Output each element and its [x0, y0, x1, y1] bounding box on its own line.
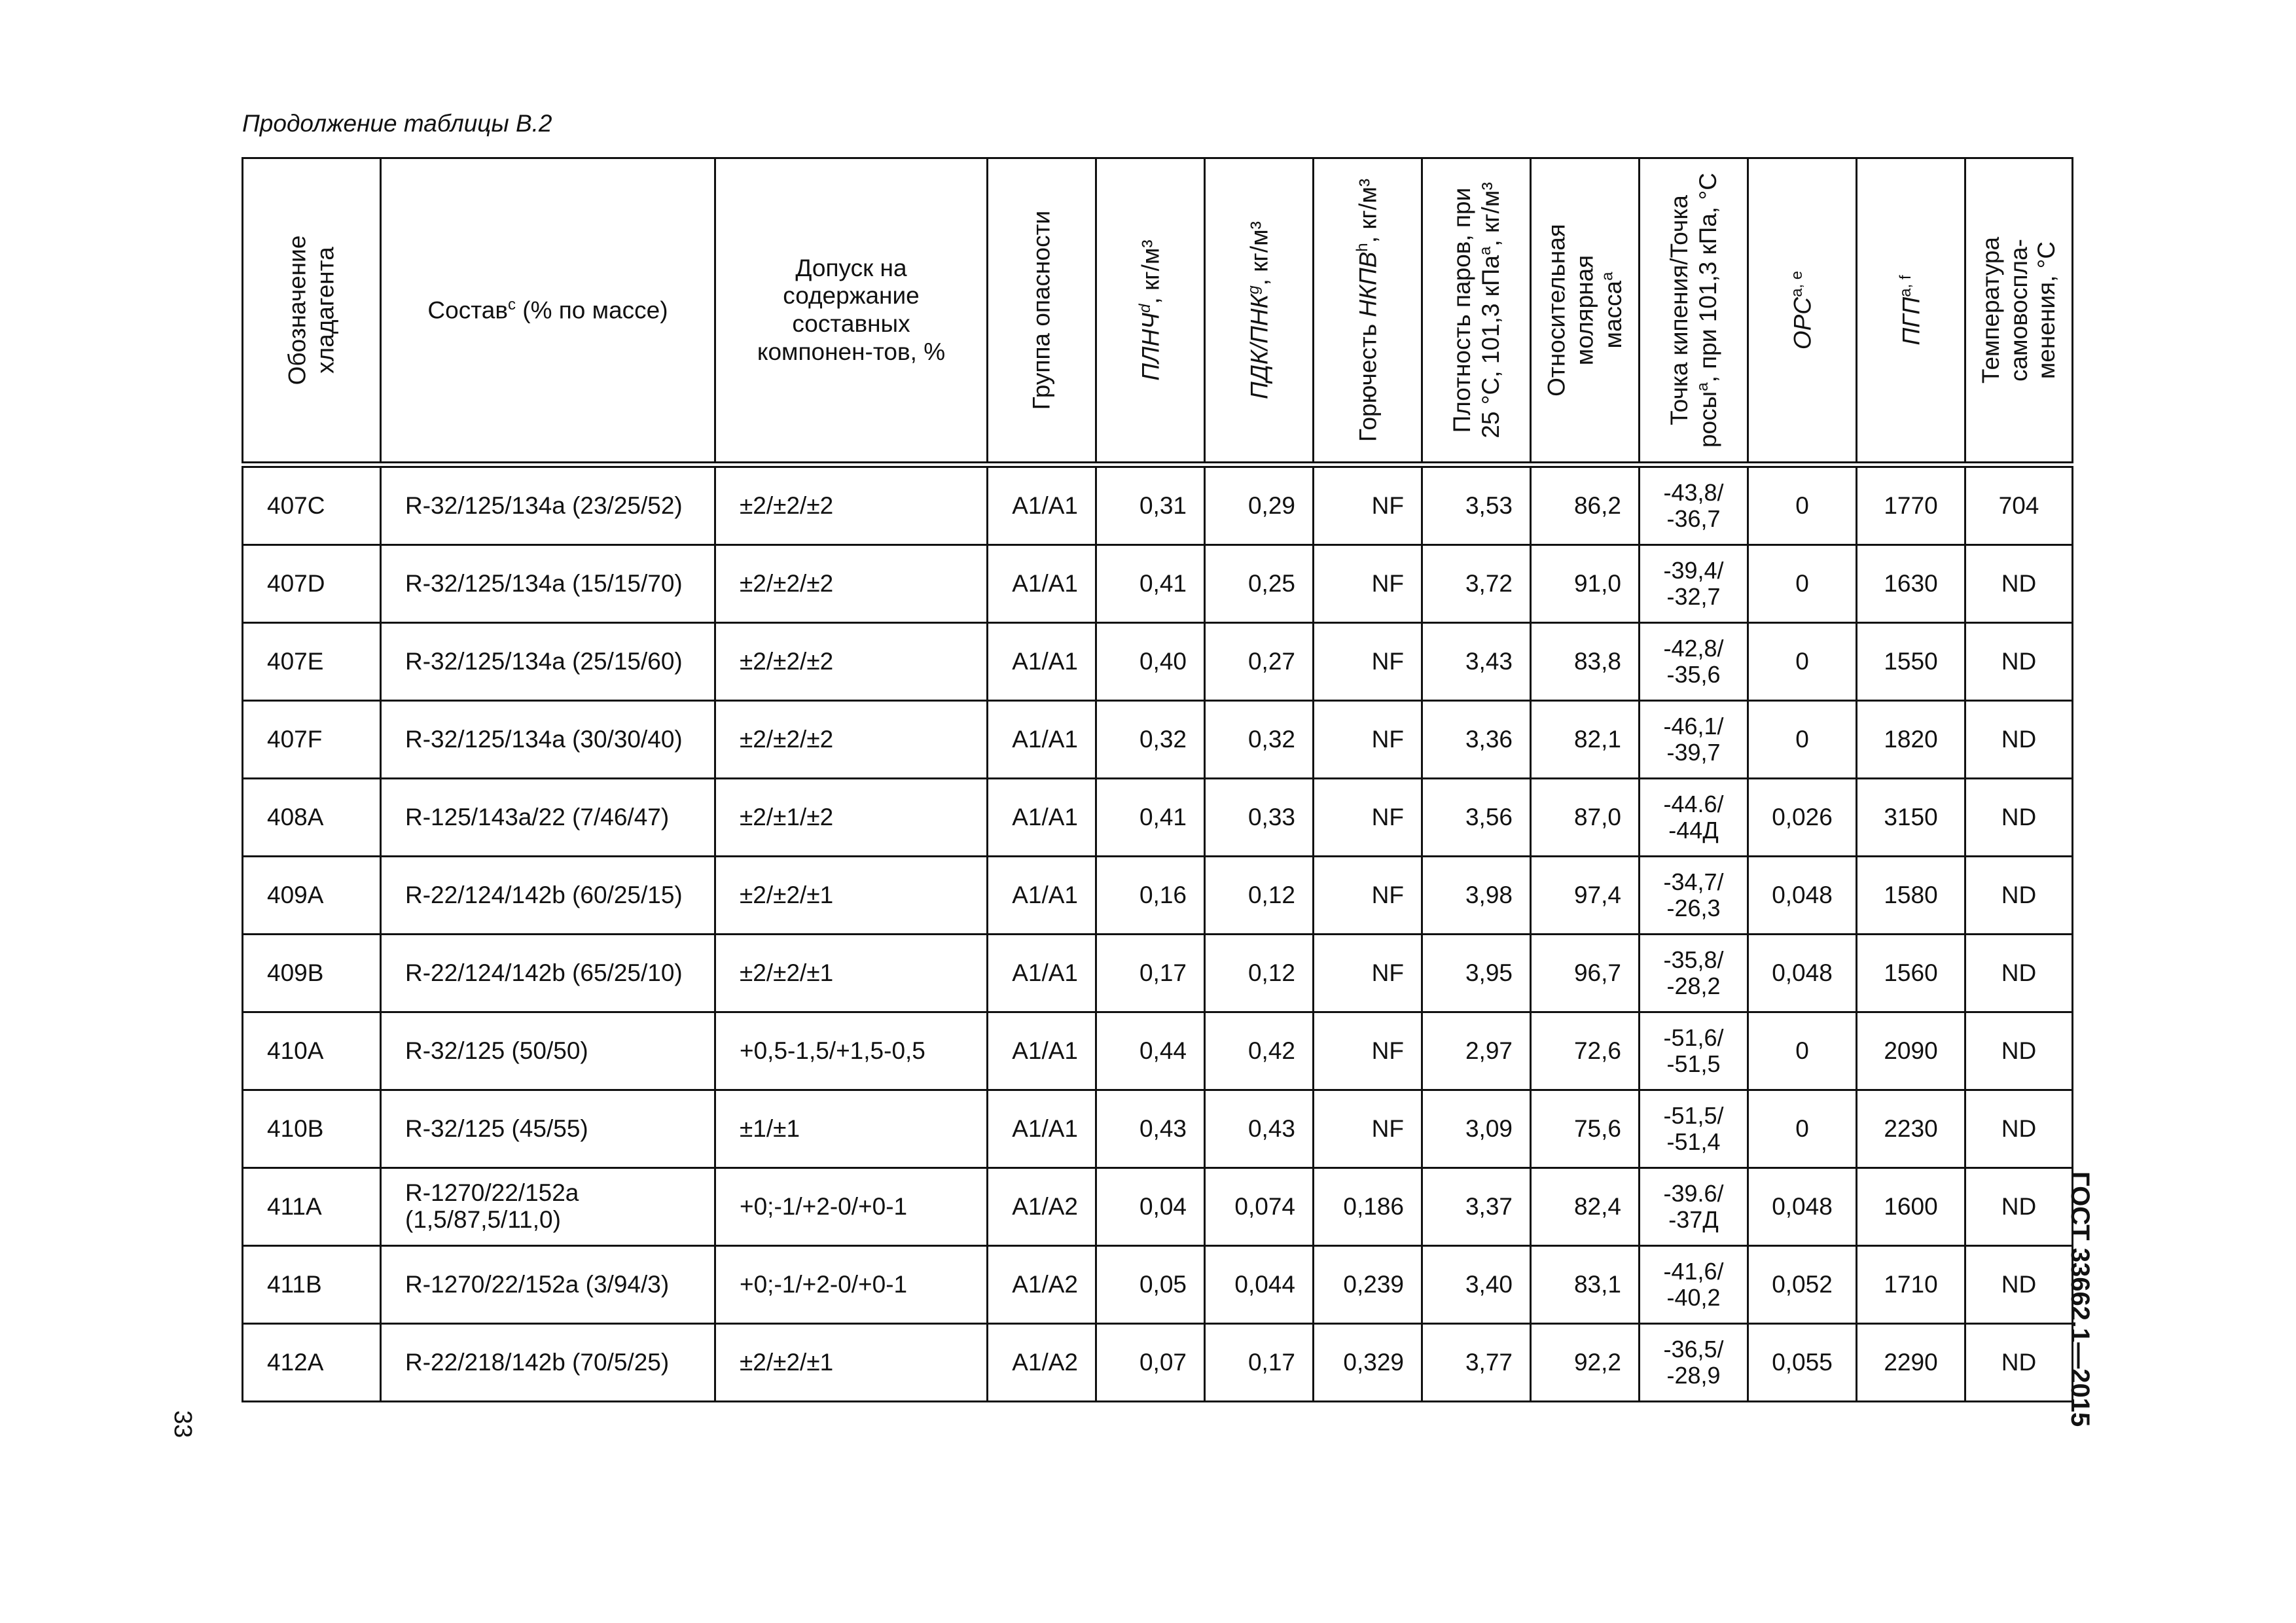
cell-practical-limit: 0,32 [1096, 701, 1205, 779]
table-row [243, 1012, 2073, 1090]
cell-odp: 0,048 [1748, 1168, 1857, 1246]
cell-designation: 409A [243, 857, 381, 935]
cell-vapor-density: 3,77 [1422, 1324, 1531, 1402]
cell-bp-line1: -43,8/ [1663, 479, 1724, 507]
cell-exposure-limit: 0,044 [1205, 1246, 1314, 1324]
cell-tolerance: ±2/±1/±2 [715, 779, 988, 857]
cell-molar-mass: 87,0 [1531, 779, 1640, 857]
cell-molar-mass: 92,2 [1531, 1324, 1640, 1402]
cell-bp-line2: -32,7 [1666, 583, 1721, 610]
cell-designation: 409B [243, 935, 381, 1012]
cell-vapor-density: 3,56 [1422, 779, 1531, 857]
cell-composition: R-22/218/142b (70/5/25) [381, 1324, 715, 1402]
cell-designation: 411B [243, 1246, 381, 1324]
header-vapor-line2a: 25 °С, 101,3 кПа [1477, 255, 1504, 438]
cell-autoignition: ND [1965, 1168, 2073, 1246]
cell-autoignition: ND [1965, 545, 2073, 623]
cell-molar-mass: 72,6 [1531, 1012, 1640, 1090]
cell-exposure-limit: 0,25 [1205, 545, 1314, 623]
header-lfl-abbr: НКПВ [1354, 251, 1381, 317]
cell-bp-line1: -36,5/ [1663, 1336, 1724, 1363]
cell-bp-line2: -28,2 [1666, 972, 1721, 999]
table-row [243, 701, 2073, 779]
header-lfl-prefix: Горючесть [1354, 317, 1381, 442]
cell-gwp: 1630 [1857, 545, 1965, 623]
header-bp-line2b: , при 101,3 кПа, °С [1694, 172, 1721, 383]
cell-gwp: 2090 [1857, 1012, 1965, 1090]
cell-gwp: 1710 [1857, 1246, 1965, 1324]
cell-gwp: 1560 [1857, 935, 1965, 1012]
cell-molar-mass: 83,1 [1531, 1246, 1640, 1324]
table-row [243, 857, 2073, 935]
cell-designation: 407C [243, 465, 381, 545]
cell-safety-group: A1/A1 [988, 1090, 1096, 1168]
cell-flammability: NF [1314, 465, 1422, 545]
cell-gwp: 2230 [1857, 1090, 1965, 1168]
header-molar-line2: масса [1599, 280, 1626, 349]
cell-flammability: NF [1314, 857, 1422, 935]
cell-boiling-point [1640, 701, 1748, 779]
header-vapor-line2b: , кг/м³ [1477, 182, 1504, 247]
cell-exposure-limit: 0,42 [1205, 1012, 1314, 1090]
cell-bp-line1: -42,8/ [1663, 635, 1724, 662]
cell-molar-mass: 86,2 [1531, 465, 1640, 545]
cell-bp-line1: -35,8/ [1663, 946, 1724, 974]
cell-exposure-limit: 0,12 [1205, 935, 1314, 1012]
cell-bp-line1: -39.6/ [1663, 1180, 1724, 1207]
cell-safety-group: A1/A1 [988, 545, 1096, 623]
cell-practical-limit: 0,31 [1096, 465, 1205, 545]
cell-composition [381, 1168, 715, 1246]
cell-safety-group: A1/A1 [988, 779, 1096, 857]
cell-boiling-point [1640, 623, 1748, 701]
cell-autoignition: ND [1965, 1012, 2073, 1090]
cell-practical-limit: 0,07 [1096, 1324, 1205, 1402]
cell-gwp: 2290 [1857, 1324, 1965, 1402]
cell-autoignition: ND [1965, 779, 2073, 857]
cell-exposure-limit: 0,43 [1205, 1090, 1314, 1168]
cell-molar-mass: 83,8 [1531, 623, 1640, 701]
cell-tolerance: ±2/±2/±2 [715, 701, 988, 779]
cell-bp-line2: -44Д [1668, 817, 1719, 844]
cell-autoignition: ND [1965, 623, 2073, 701]
cell-designation: 407E [243, 623, 381, 701]
cell-bp-line2: -51,4 [1666, 1128, 1721, 1155]
cell-vapor-density: 2,97 [1422, 1012, 1531, 1090]
cell-odp: 0,048 [1748, 935, 1857, 1012]
cell-gwp: 1600 [1857, 1168, 1965, 1246]
cell-vapor-density: 3,72 [1422, 545, 1531, 623]
header-composition-sup: c [507, 296, 516, 314]
cell-safety-group: A1/A2 [988, 1324, 1096, 1402]
cell-safety-group: A1/A1 [988, 623, 1096, 701]
cell-tolerance: +0;-1/+2-0/+0-1 [715, 1168, 988, 1246]
cell-safety-group: A1/A2 [988, 1168, 1096, 1246]
header-odl-abbr: ПДК/ПНК [1245, 294, 1272, 399]
header-pl-unit: , кг/м³ [1136, 240, 1164, 304]
cell-practical-limit: 0,41 [1096, 545, 1205, 623]
header-bp-line1: Точка кипения/Точка [1665, 195, 1693, 425]
cell-bp-line1: -44.6/ [1663, 791, 1724, 818]
cell-flammability: 0,329 [1314, 1324, 1422, 1402]
cell-flammability: NF [1314, 545, 1422, 623]
cell-vapor-density: 3,95 [1422, 935, 1531, 1012]
cell-vapor-density: 3,36 [1422, 701, 1531, 779]
cell-composition: R-32/125 (50/50) [381, 1012, 715, 1090]
cell-practical-limit: 0,16 [1096, 857, 1205, 935]
header-gwp-abbr: ПГП [1897, 296, 1924, 346]
cell-boiling-point [1640, 465, 1748, 545]
header-odp-abbr: ОРС [1788, 296, 1816, 350]
header-designation-text: Обозначение хладагента [283, 235, 338, 385]
cell-practical-limit: 0,44 [1096, 1012, 1205, 1090]
cell-vapor-density: 3,43 [1422, 623, 1531, 701]
header-bp-line2a: росы [1694, 391, 1721, 448]
cell-boiling-point [1640, 1090, 1748, 1168]
cell-tolerance: ±2/±2/±1 [715, 857, 988, 935]
cell-odp: 0 [1748, 623, 1857, 701]
cell-practical-limit: 0,41 [1096, 779, 1205, 857]
table-caption: Продолжение таблицы В.2 [242, 110, 552, 137]
cell-molar-mass: 97,4 [1531, 857, 1640, 935]
cell-practical-limit: 0,04 [1096, 1168, 1205, 1246]
header-tolerance [715, 158, 988, 465]
cell-bp-line2: -40,2 [1666, 1284, 1721, 1311]
cell-molar-mass: 91,0 [1531, 545, 1640, 623]
cell-exposure-limit: 0,32 [1205, 701, 1314, 779]
cell-odp: 0 [1748, 465, 1857, 545]
header-odl-unit: , кг/м³ [1245, 221, 1272, 286]
cell-boiling-point [1640, 857, 1748, 935]
cell-flammability: NF [1314, 1012, 1422, 1090]
header-pl-sup: d [1136, 304, 1154, 313]
header-gwp-sup: a, f [1896, 275, 1914, 297]
cell-safety-group: A1/A1 [988, 857, 1096, 935]
cell-bp-line2: -39,7 [1666, 739, 1721, 766]
cell-molar-mass: 75,6 [1531, 1090, 1640, 1168]
cell-safety-group: A1/A1 [988, 1012, 1096, 1090]
header-molar-sup: a [1598, 272, 1617, 281]
header-lfl-sup: h [1353, 243, 1371, 252]
header-vapor-density [1422, 158, 1531, 465]
cell-boiling-point [1640, 1168, 1748, 1246]
cell-odp: 0,026 [1748, 779, 1857, 857]
header-designation [243, 158, 381, 465]
cell-tolerance: ±2/±2/±1 [715, 1324, 988, 1402]
cell-molar-mass: 82,1 [1531, 701, 1640, 779]
table-row [243, 1246, 2073, 1324]
header-autoign-line2: менения, °С [2032, 241, 2060, 380]
cell-gwp: 3150 [1857, 779, 1965, 857]
cell-tolerance: ±2/±2/±1 [715, 935, 988, 1012]
cell-exposure-limit: 0,29 [1205, 465, 1314, 545]
header-molar-mass [1531, 158, 1640, 465]
header-molar-line1: Относительная молярная [1543, 224, 1598, 397]
cell-bp-line2: -51,5 [1666, 1050, 1721, 1077]
header-autoign-line1: Температура самовоспла- [1977, 236, 2032, 384]
cell-bp-line2: -37Д [1668, 1206, 1719, 1233]
header-pl-abbr: ПЛНЧ [1136, 312, 1164, 381]
page-number: 33 [169, 1410, 196, 1438]
cell-designation: 407F [243, 701, 381, 779]
cell-flammability: NF [1314, 935, 1422, 1012]
cell-bp-line1: -46,1/ [1663, 713, 1724, 740]
cell-composition: R-32/125/134a (25/15/60) [381, 623, 715, 701]
cell-bp-line1: -34,7/ [1663, 868, 1724, 896]
refrigerant-table [242, 157, 2073, 1402]
header-tolerance-text: Допуск на содержание составных компонен-тов, % [757, 254, 946, 365]
table-row [243, 465, 2073, 545]
cell-boiling-point [1640, 1324, 1748, 1402]
cell-bp-line2: -28,9 [1666, 1362, 1721, 1389]
cell-molar-mass: 96,7 [1531, 935, 1640, 1012]
cell-composition-line1: R-1270/22/152a [405, 1179, 579, 1207]
header-vapor-sup: a [1475, 246, 1494, 255]
cell-composition: R-22/124/142b (60/25/15) [381, 857, 715, 935]
table-row [243, 1090, 2073, 1168]
cell-safety-group: A1/A1 [988, 465, 1096, 545]
cell-safety-group: A1/A1 [988, 935, 1096, 1012]
document-standard-label: ГОСТ 33662.1—2015 [2066, 1171, 2094, 1427]
cell-autoignition: ND [1965, 935, 2073, 1012]
cell-boiling-point [1640, 545, 1748, 623]
cell-flammability: 0,239 [1314, 1246, 1422, 1324]
cell-autoignition: ND [1965, 701, 2073, 779]
cell-composition: R-32/125/134a (15/15/70) [381, 545, 715, 623]
header-odp-sup: a, e [1787, 270, 1806, 297]
cell-gwp: 1770 [1857, 465, 1965, 545]
header-safety-group-text: Группа опасности [1028, 210, 1055, 410]
cell-autoignition: ND [1965, 1324, 2073, 1402]
cell-bp-line2: -36,7 [1666, 505, 1721, 532]
header-odl-sup: g [1244, 285, 1263, 294]
cell-vapor-density: 3,37 [1422, 1168, 1531, 1246]
cell-tolerance: ±2/±2/±2 [715, 623, 988, 701]
cell-bp-line2: -26,3 [1666, 895, 1721, 921]
header-bp-sup: a [1693, 382, 1711, 391]
header-vapor-line1: Плотность паров, при [1448, 187, 1475, 433]
cell-odp: 0 [1748, 1090, 1857, 1168]
header-gwp [1857, 158, 1965, 465]
table-row [243, 1168, 2073, 1246]
cell-flammability: NF [1314, 623, 1422, 701]
header-composition-label: Состав [427, 296, 508, 324]
cell-boiling-point [1640, 779, 1748, 857]
cell-gwp: 1580 [1857, 857, 1965, 935]
cell-vapor-density: 3,53 [1422, 465, 1531, 545]
cell-tolerance: ±1/±1 [715, 1090, 988, 1168]
cell-practical-limit: 0,40 [1096, 623, 1205, 701]
header-lfl-unit: , кг/м³ [1354, 178, 1381, 243]
cell-tolerance: ±2/±2/±2 [715, 545, 988, 623]
cell-tolerance: ±2/±2/±2 [715, 465, 988, 545]
header-autoignition [1965, 158, 2073, 465]
cell-molar-mass: 82,4 [1531, 1168, 1640, 1246]
cell-designation: 410B [243, 1090, 381, 1168]
cell-composition-line2: (1,5/87,5/11,0) [405, 1206, 561, 1233]
table-row [243, 545, 2073, 623]
cell-exposure-limit: 0,33 [1205, 779, 1314, 857]
cell-flammability: NF [1314, 1090, 1422, 1168]
table-row [243, 623, 2073, 701]
header-odp [1748, 158, 1857, 465]
cell-tolerance: +0,5-1,5/+1,5-0,5 [715, 1012, 988, 1090]
cell-exposure-limit: 0,074 [1205, 1168, 1314, 1246]
cell-designation: 411A [243, 1168, 381, 1246]
cell-odp: 0 [1748, 545, 1857, 623]
cell-odp: 0,052 [1748, 1246, 1857, 1324]
header-practical-limit [1096, 158, 1205, 465]
cell-bp-line2: -35,6 [1666, 661, 1721, 688]
header-flammability [1314, 158, 1422, 465]
cell-composition: R-32/125 (45/55) [381, 1090, 715, 1168]
header-safety-group [988, 158, 1096, 465]
cell-odp: 0 [1748, 701, 1857, 779]
cell-designation: 412A [243, 1324, 381, 1402]
cell-boiling-point [1640, 935, 1748, 1012]
cell-vapor-density: 3,40 [1422, 1246, 1531, 1324]
cell-composition: R-32/125/134a (23/25/52) [381, 465, 715, 545]
cell-tolerance: +0;-1/+2-0/+0-1 [715, 1246, 988, 1324]
cell-safety-group: A1/A1 [988, 701, 1096, 779]
table-row [243, 935, 2073, 1012]
cell-designation: 410A [243, 1012, 381, 1090]
cell-gwp: 1550 [1857, 623, 1965, 701]
cell-exposure-limit: 0,17 [1205, 1324, 1314, 1402]
cell-autoignition: 704 [1965, 465, 2073, 545]
cell-designation: 408A [243, 779, 381, 857]
header-exposure-limit [1205, 158, 1314, 465]
cell-odp: 0,055 [1748, 1324, 1857, 1402]
table-row [243, 1324, 2073, 1402]
cell-autoignition: ND [1965, 1246, 2073, 1324]
cell-composition: R-125/143a/22 (7/46/47) [381, 779, 715, 857]
cell-odp: 0,048 [1748, 857, 1857, 935]
cell-designation: 407D [243, 545, 381, 623]
cell-boiling-point [1640, 1012, 1748, 1090]
cell-autoignition: ND [1965, 857, 2073, 935]
header-boiling-point [1640, 158, 1748, 465]
cell-exposure-limit: 0,12 [1205, 857, 1314, 935]
cell-autoignition: ND [1965, 1090, 2073, 1168]
cell-bp-line1: -41,6/ [1663, 1258, 1724, 1285]
cell-bp-line1: -51,5/ [1663, 1102, 1724, 1130]
cell-composition: R-32/125/134a (30/30/40) [381, 701, 715, 779]
cell-vapor-density: 3,09 [1422, 1090, 1531, 1168]
cell-gwp: 1820 [1857, 701, 1965, 779]
cell-composition: R-22/124/142b (65/25/10) [381, 935, 715, 1012]
cell-composition: R-1270/22/152a (3/94/3) [381, 1246, 715, 1324]
table-row [243, 779, 2073, 857]
cell-flammability: NF [1314, 701, 1422, 779]
header-composition-unit: (% по массе) [515, 296, 668, 324]
header-row [243, 158, 2073, 465]
cell-practical-limit: 0,17 [1096, 935, 1205, 1012]
cell-practical-limit: 0,05 [1096, 1246, 1205, 1324]
cell-safety-group: A1/A2 [988, 1246, 1096, 1324]
cell-practical-limit: 0,43 [1096, 1090, 1205, 1168]
cell-boiling-point [1640, 1246, 1748, 1324]
cell-flammability: 0,186 [1314, 1168, 1422, 1246]
cell-exposure-limit: 0,27 [1205, 623, 1314, 701]
cell-odp: 0 [1748, 1012, 1857, 1090]
header-composition [381, 158, 715, 465]
cell-vapor-density: 3,98 [1422, 857, 1531, 935]
cell-bp-line1: -51,6/ [1663, 1024, 1724, 1052]
cell-flammability: NF [1314, 779, 1422, 857]
cell-bp-line1: -39,4/ [1663, 557, 1724, 584]
